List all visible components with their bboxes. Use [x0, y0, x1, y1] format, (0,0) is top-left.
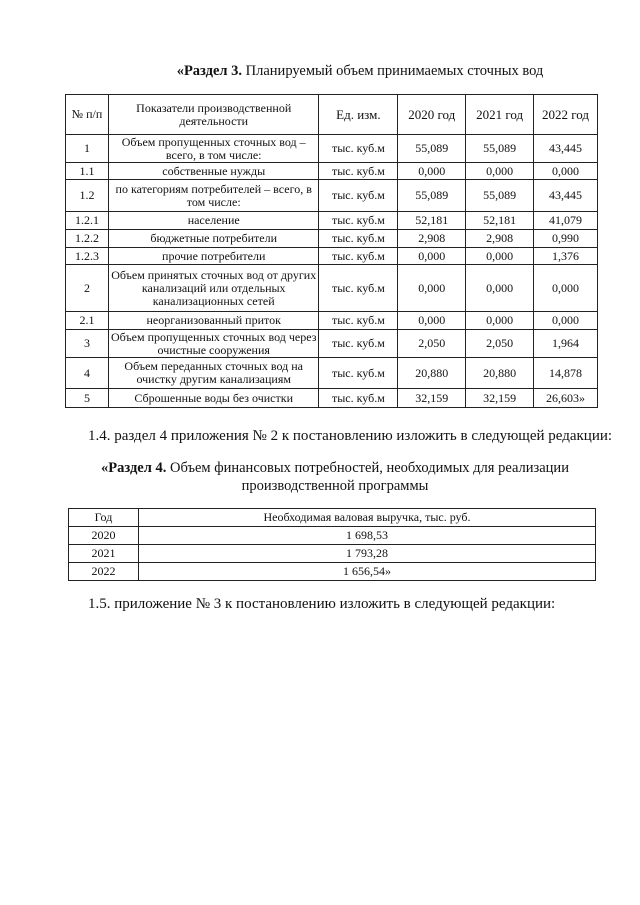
table-cell: Объем пропущенных сточных вод через очистные сооружения [108, 330, 319, 358]
table-cell: 2022 год [534, 95, 598, 135]
table-cell: 1.1 [66, 163, 109, 180]
table-cell: 2,908 [398, 230, 466, 248]
paragraph-1-4: 1.4. раздел 4 приложения № 2 к постановлению изложить в следующей редакции: [88, 428, 613, 444]
table-cell: 1 793,28 [139, 545, 596, 563]
table-cell: тыс. куб.м [319, 163, 398, 180]
table-cell: Показатели производственной деятельности [108, 95, 319, 135]
section4-table [68, 508, 596, 581]
table-cell: 55,089 [466, 180, 534, 212]
table-cell: 1.2.3 [66, 248, 109, 265]
table-cell: 2,050 [398, 330, 466, 358]
table-row [66, 135, 598, 163]
table-cell: № п/п [66, 95, 109, 135]
table-row [66, 265, 598, 312]
table-cell: тыс. куб.м [319, 330, 398, 358]
table-cell: 0,000 [398, 163, 466, 180]
table-cell: Объем принятых сточных вод от других канализаций или отдельных канализационных сетей [108, 265, 319, 312]
table-cell: 26,603» [534, 389, 598, 408]
table-cell: 0,000 [398, 312, 466, 330]
table-row [66, 163, 598, 180]
table-cell: Год [69, 509, 139, 527]
table-cell: 43,445 [534, 135, 598, 163]
table-cell: тыс. куб.м [319, 312, 398, 330]
table-cell: 55,089 [398, 135, 466, 163]
table-cell: 2020 [69, 527, 139, 545]
table-cell: 1.2 [66, 180, 109, 212]
table-cell: Необходимая валовая выручка, тыс. руб. [139, 509, 596, 527]
table-cell: 3 [66, 330, 109, 358]
table-cell: Ед. изм. [319, 95, 398, 135]
table-cell: 0,000 [398, 265, 466, 312]
table-cell: тыс. куб.м [319, 389, 398, 408]
table-row [66, 248, 598, 265]
table-cell: неорганизованный приток [108, 312, 319, 330]
table-cell: 20,880 [466, 358, 534, 389]
table-cell: 1 [66, 135, 109, 163]
table-cell: тыс. куб.м [319, 358, 398, 389]
table-cell: 0,000 [466, 312, 534, 330]
table-cell: 20,880 [398, 358, 466, 389]
table-cell: 2020 год [398, 95, 466, 135]
table-cell: 1.2.2 [66, 230, 109, 248]
table-cell: 55,089 [398, 180, 466, 212]
table-cell: 0,000 [466, 248, 534, 265]
table-cell: бюджетные потребители [108, 230, 319, 248]
table-cell: 2021 год [466, 95, 534, 135]
table-cell: 2,908 [466, 230, 534, 248]
table-cell: 0,000 [466, 163, 534, 180]
paragraph-1-5: 1.5. приложение № 3 к постановлению изложить в следующей редакции: [88, 596, 556, 612]
table-cell: тыс. куб.м [319, 135, 398, 163]
table-cell: 2,050 [466, 330, 534, 358]
table-cell: 1 656,54» [139, 563, 596, 581]
table-cell: 0,000 [534, 265, 598, 312]
section3-table [65, 94, 598, 408]
table-cell: 2.1 [66, 312, 109, 330]
table-row [66, 180, 598, 212]
table-cell: 32,159 [466, 389, 534, 408]
table-cell: собственные нужды [108, 163, 319, 180]
table-cell: 32,159 [398, 389, 466, 408]
table-row [69, 563, 596, 581]
table-cell: Сброшенные воды без очистки [108, 389, 319, 408]
table-cell: 0,000 [534, 163, 598, 180]
table-cell: 5 [66, 389, 109, 408]
table-cell: по категориям потребителей – всего, в том числе: [108, 180, 319, 212]
table-cell: 0,990 [534, 230, 598, 248]
section4-title: «Раздел 4. Объем финансовых потребностей, необходимых для реализации производственной программы [101, 460, 569, 494]
table-row [66, 389, 598, 408]
table-cell: 1 698,53 [139, 527, 596, 545]
table-cell: тыс. куб.м [319, 212, 398, 230]
table-cell: Объем пропущенных сточных вод – всего, в том числе: [108, 135, 319, 163]
table-cell: 2021 [69, 545, 139, 563]
table-cell: 0,000 [534, 312, 598, 330]
table-cell: 14,878 [534, 358, 598, 389]
table-row [66, 330, 598, 358]
table-cell: тыс. куб.м [319, 248, 398, 265]
table-cell: 52,181 [466, 212, 534, 230]
table-row [66, 212, 598, 230]
table-row [66, 358, 598, 389]
table-cell: тыс. куб.м [319, 265, 398, 312]
table-cell: 2 [66, 265, 109, 312]
table-cell: 55,089 [466, 135, 534, 163]
table-cell: 1,376 [534, 248, 598, 265]
table-cell: население [108, 212, 319, 230]
table-row [69, 545, 596, 563]
table-cell: 0,000 [466, 265, 534, 312]
table-cell: 52,181 [398, 212, 466, 230]
table-cell: 41,079 [534, 212, 598, 230]
table-row [69, 527, 596, 545]
table-cell: 1.2.1 [66, 212, 109, 230]
table-header-row [66, 95, 598, 135]
table-cell: прочие потребители [108, 248, 319, 265]
table-cell: 43,445 [534, 180, 598, 212]
section3-title: «Раздел 3. Планируемый объем принимаемых сточных вод [176, 63, 544, 79]
table-row [66, 230, 598, 248]
table-cell: 0,000 [398, 248, 466, 265]
table-header-row [69, 509, 596, 527]
table-cell: тыс. куб.м [319, 180, 398, 212]
table-cell: тыс. куб.м [319, 230, 398, 248]
table-cell: 2022 [69, 563, 139, 581]
table-row [66, 312, 598, 330]
table-cell: Объем переданных сточных вод на очистку другим канализациям [108, 358, 319, 389]
table-cell: 4 [66, 358, 109, 389]
table-cell: 1,964 [534, 330, 598, 358]
